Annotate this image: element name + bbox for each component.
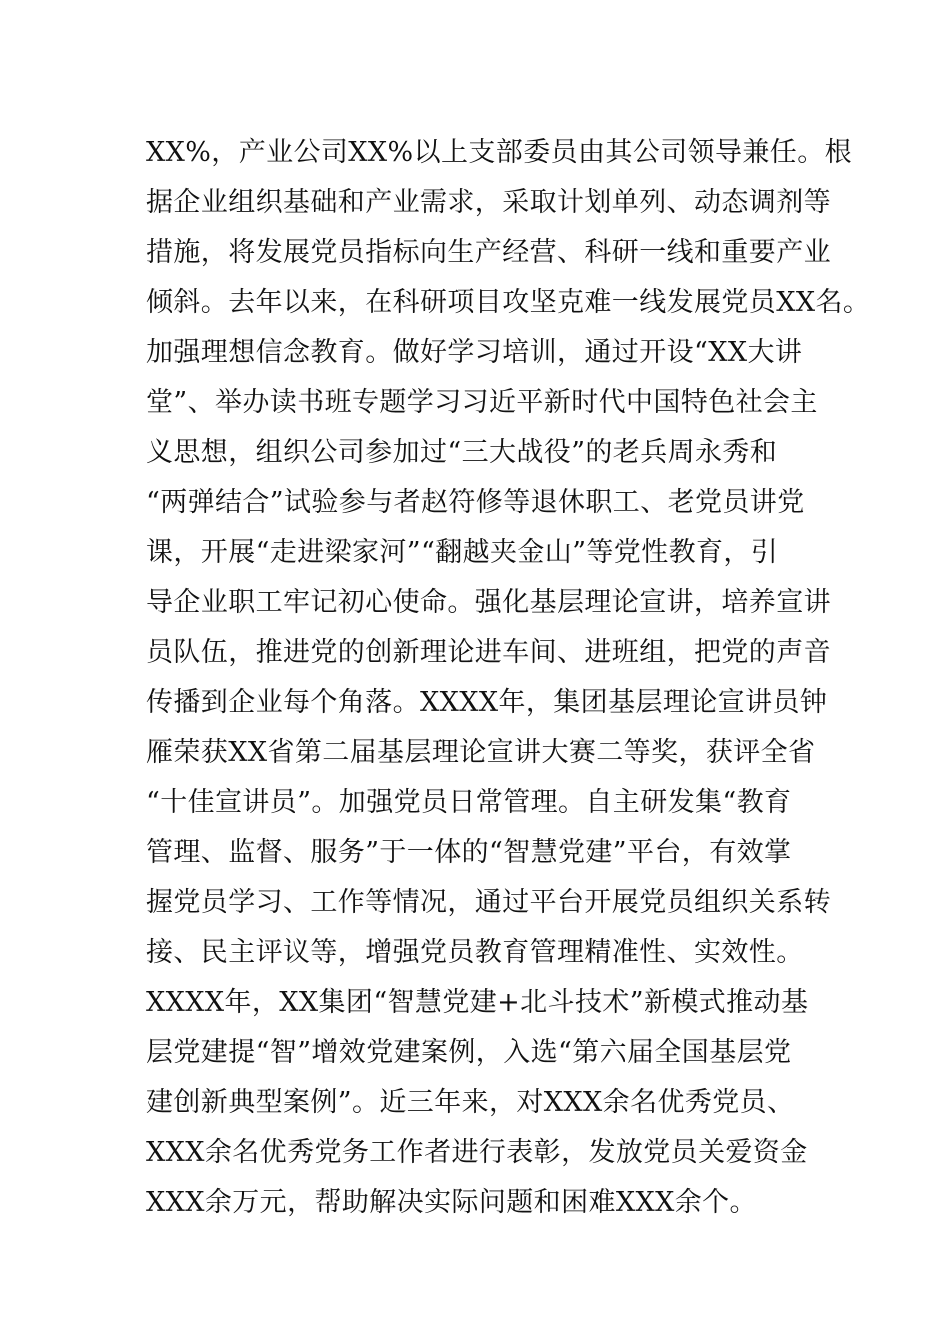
text-line: 员队伍，推进党的创新理论进车间、进班组，把党的声音 bbox=[146, 637, 831, 668]
text-line: 堂”、举办读书班专题学习习近平新时代中国特色社会主 bbox=[146, 387, 818, 418]
text-line: 管理、监督、服务”于一体的“智慧党建”平台，有效掌 bbox=[146, 837, 792, 868]
text-line: 倾斜。去年以来，在科研项目攻坚克难一线发展党员XX名。 bbox=[146, 287, 871, 318]
text-line: 义思想，组织公司参加过“三大战役”的老兵周永秀和 bbox=[146, 437, 778, 468]
body-paragraph bbox=[146, 128, 871, 1228]
text-line: 雁荣获XX省第二届基层理论宣讲大赛二等奖，获评全省 bbox=[146, 737, 816, 768]
text-line: XXXX年，XX集团“智慧党建+北斗技术”新模式推动基 bbox=[146, 987, 809, 1018]
text-line: “十佳宣讲员”。加强党员日常管理。自主研发集“教育 bbox=[146, 787, 792, 818]
text-line: 传播到企业每个角落。XXXX年，集团基层理论宣讲员钟 bbox=[146, 687, 828, 718]
text-line: 建创新典型案例”。近三年来，对XXX余名优秀党员、 bbox=[146, 1087, 795, 1118]
text-line: 导企业职工牢记初心使命。强化基层理论宣讲，培养宣讲 bbox=[146, 587, 831, 618]
text-line: 握党员学习、工作等情况，通过平台开展党员组织关系转 bbox=[146, 887, 831, 918]
text-line: 措施，将发展党员指标向生产经营、科研一线和重要产业 bbox=[146, 237, 831, 268]
text-line: 课，开展“走进梁家河”“翻越夹金山”等党性教育，引 bbox=[146, 537, 779, 568]
text-line: 接、民主评议等，增强党员教育管理精准性、实效性。 bbox=[146, 937, 804, 968]
text-line: 据企业组织基础和产业需求，采取计划单列、动态调剂等 bbox=[146, 187, 831, 218]
text-line: “两弹结合”试验参与者赵符修等退休职工、老党员讲党 bbox=[146, 487, 805, 518]
text-line: XX%，产业公司XX%以上支部委员由其公司领导兼任。根 bbox=[146, 137, 852, 168]
text-line: XXX余万元，帮助解决实际问题和困难XXX余个。 bbox=[146, 1187, 757, 1218]
text-line: XXX余名优秀党务工作者进行表彰，发放党员关爱资金 bbox=[146, 1137, 808, 1168]
text-line: 加强理想信念教育。做好学习培训，通过开设“XX大讲 bbox=[146, 337, 803, 368]
text-line: 层党建提“智”增效党建案例，入选“第六届全国基层党 bbox=[146, 1037, 792, 1068]
